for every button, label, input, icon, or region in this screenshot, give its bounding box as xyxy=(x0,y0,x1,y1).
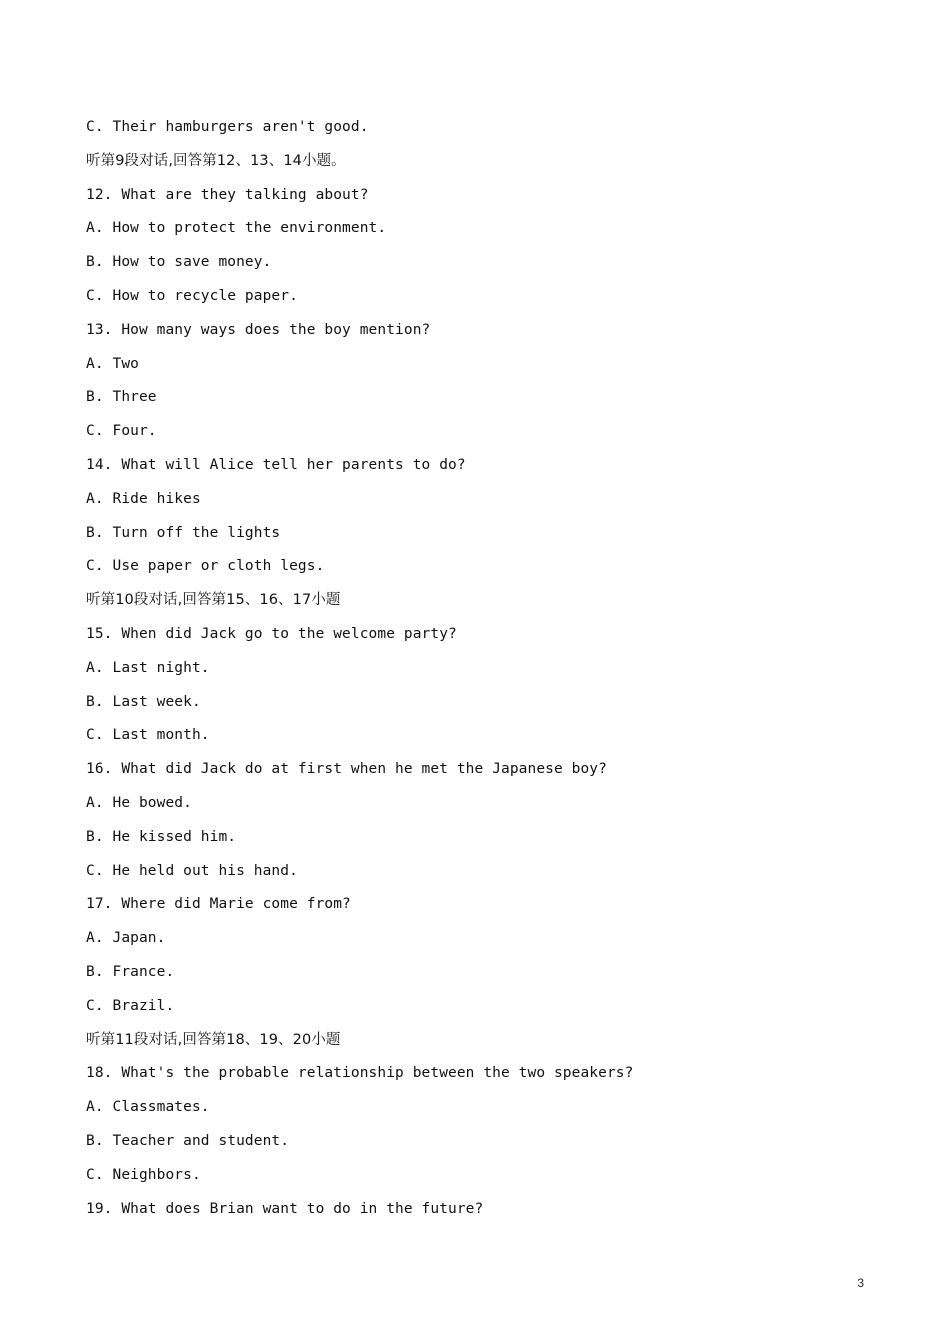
question-line: 17. Where did Marie come from? xyxy=(86,896,351,913)
section-instruction: 听第11段对话,回答第18、19、20小题 xyxy=(86,1031,341,1048)
option-line: C. How to recycle paper. xyxy=(86,287,298,304)
option-line: B. France. xyxy=(86,963,175,980)
option-line: C. Brazil. xyxy=(86,997,175,1014)
page-number: 3 xyxy=(857,1276,864,1290)
question-line: 12. What are they talking about? xyxy=(86,186,369,203)
option-line: A. Two xyxy=(86,355,139,372)
option-line: A. How to protect the environment. xyxy=(86,220,387,237)
option-line: C. He held out his hand. xyxy=(86,862,298,879)
option-line: B. Three xyxy=(86,389,157,406)
option-line: C. Their hamburgers aren't good. xyxy=(86,119,369,135)
option-line: A. He bowed. xyxy=(86,794,192,811)
option-line: A. Last night. xyxy=(86,659,210,676)
question-line: 15. When did Jack go to the welcome party? xyxy=(86,625,457,642)
option-line: B. Last week. xyxy=(86,693,201,710)
exam-text-body xyxy=(86,115,886,1230)
option-line: A. Ride hikes xyxy=(86,490,201,507)
section-instruction: 听第10段对话,回答第15、16、17小题 xyxy=(86,592,341,609)
question-line: 18. What's the probable relationship between the two speakers? xyxy=(86,1065,634,1082)
option-line: A. Classmates. xyxy=(86,1099,210,1116)
option-line: C. Last month. xyxy=(86,727,210,744)
option-line: B. Teacher and student. xyxy=(86,1132,290,1149)
option-line: B. Turn off the lights xyxy=(86,524,281,541)
option-line: A. Japan. xyxy=(86,930,166,947)
option-line: C. Neighbors. xyxy=(86,1166,201,1183)
option-line: C. Four. xyxy=(86,423,157,440)
section-instruction: 听第9段对话,回答第12、13、14小题。 xyxy=(86,152,346,169)
question-line: 19. What does Brian want to do in the future? xyxy=(86,1200,484,1217)
option-line: B. How to save money. xyxy=(86,254,272,271)
question-line: 14. What will Alice tell her parents to do? xyxy=(86,456,466,473)
question-line: 13. How many ways does the boy mention? xyxy=(86,321,431,338)
option-line: C. Use paper or cloth legs. xyxy=(86,558,325,575)
question-line: 16. What did Jack do at first when he met the Japanese boy? xyxy=(86,761,607,778)
option-line: B. He kissed him. xyxy=(86,828,237,845)
